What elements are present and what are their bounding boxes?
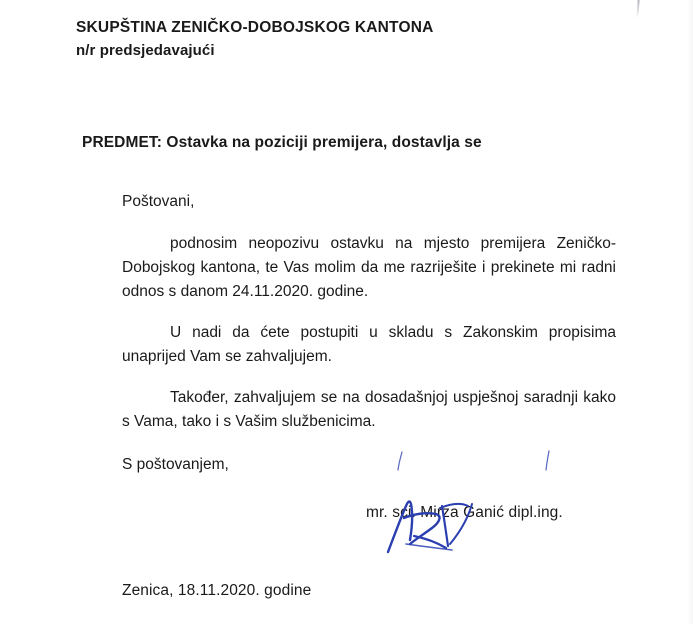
greeting-paragraph: Poštovani,: [122, 193, 195, 210]
document-header: [76, 18, 636, 61]
signatory-name: mr. sci. Mirza Ganić dipl.ing.: [366, 504, 563, 521]
place-and-date: Zenica, 18.11.2020. godine: [122, 582, 312, 599]
scan-edge-shading: [687, 0, 693, 624]
closing-paragraph: S poštovanjem,: [122, 456, 229, 474]
body-paragraph-3: Također, zahvaljujem se na dosadašnjoj uspješnoj saradnji kako s Vama, tako i s Vašim službenicima.: [122, 389, 616, 431]
subject-line: PREDMET: Ostavka na poziciji premijera, dostavlja se: [82, 134, 482, 151]
body-paragraph-1: podnosim neopozivu ostavku na mjesto premijera Zeničko-Dobojskog kantona, te Vas molim da me razriješite i prekinete mi radni odnos s danom 24.11.2020. godine.: [122, 235, 616, 301]
scan-artifact-mark: [636, 0, 639, 18]
document-body: [76, 190, 616, 477]
recipient-institution: SKUPŠTINA ZENIČKO-DOBOJSKOG KANTONA: [76, 19, 434, 36]
body-paragraph-2: U nadi da ćete postupiti u skladu s Zakonskim propisima unaprijed Vam se zahvaljujem.: [122, 324, 616, 366]
recipient-attention: n/r predsjedavajući: [76, 41, 215, 59]
